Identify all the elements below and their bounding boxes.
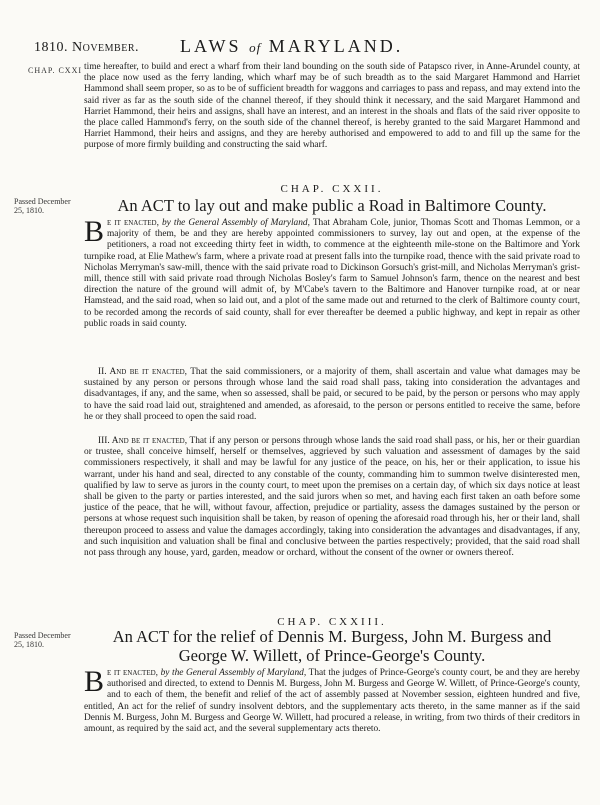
chap-122-section-1 (84, 215, 581, 330)
chap-122-section-2-number: II. And be it enacted, (98, 367, 187, 377)
chap-122-dropcap: B (84, 215, 105, 248)
header-title-state: MARYLAND. (268, 36, 404, 56)
chap-123-enacting-words: e it enacted, (107, 668, 159, 678)
header-title-of: of (249, 40, 262, 55)
chap-123-assembly-phrase: by the General Assembly of Maryland, (160, 668, 307, 678)
chap-122-section-2 (84, 367, 580, 423)
chap-122-act-title: An ACT to lay out and make public a Road in Baltimore County. (117, 196, 547, 215)
chap-121-margin-label: CHAP. CXXI (28, 66, 83, 75)
chap-123-passed-note: Passed December 25, 1810. (14, 631, 71, 649)
chap-122-enacting-words: e it enacted, (107, 218, 159, 228)
chap-122-section-3 (84, 436, 580, 559)
chap-122-passed-note: Passed December 25, 1810. (14, 197, 71, 215)
chap-123-dropcap: B (84, 665, 105, 698)
header-title-laws: LAWS (180, 36, 242, 56)
chap-122-section-3-text: That if any person or persons through whose lands the said road shall pass, or his, her or their guardian or trustee, shall conceive himself, herself or themselves, aggrieved by such valuation and assessment of damages by the said commissioners respectively, it shall and may be lawful for any justice of the peace, on his, her or their application, to issue his warrant, under his hand and seal, directed to any constable of the county, commanding him to summon twelve disinterested men, qualified by law to serve as jurors in the county court, to meet upon the premises on a certain day, of which six days notice at least shall be given to the party or parties interested, and the said jurors when so met, and having each first taken an oath before some justice of the peace, that he will, without favour, affection, prejudice or partiality, assess the damages sustained by the person or persons at whose request such inquisition shall be taken, by reason of opening the aforesaid road through his, her or their land, shall thereupon proceed to assess and value the damages accordingly, taking into consideration the advantages and disadvantages, if any, and such inquisition and valuation shall be final and conclusive between the parties respectively; provided, that the said road shall not pass through any house, yard, garden, meadow or orchard, without the consent of the owner or owners thereof. (84, 436, 580, 559)
chap-122-section-3-number: III. And be it enacted, (98, 436, 188, 446)
chap-123-title-line-1: An ACT for the relief of Dennis M. Burgess, John M. Burgess and (112, 627, 552, 646)
chap-122-assembly-phrase: by the General Assembly of Maryland, (161, 218, 310, 228)
chap-122-heading: CHAP. CXXII. (280, 183, 384, 195)
running-header (0, 36, 600, 58)
chap-123-act-title (84, 627, 580, 665)
chap-123-heading: CHAP. CXXIII. (277, 616, 387, 628)
chap-123-title-line-2: George W. Willett, of Prince-George's County. (178, 646, 486, 665)
chap-123-section-1-text: That the judges of Prince-George's county court, be and they are hereby authorised and directed, to extend to Dennis M. Burgess, John M. Burgess and George W. Willett, of Prince-George's county, and to each of them, the benefit and relief of the act of assembly passed at November session, eighteen hundred and five, entitled, An act for the relief of sundry insolvent debtors, and the supplementary acts thereto, in the same manner as if the said Dennis M. Burgess, John M. Burgess and George W. Willett, had procured a release, in writing, from two thirds of their creditors in amount, as required by the said act, and the several supplementary acts thereto. (84, 668, 580, 735)
header-title (180, 36, 403, 57)
chap-121-text: time hereafter, to build and erect a wharf from their land bounding on the south side of Patapsco river, in Anne-Arundel county, at the place now used as the ferry landing, which wharf may be of such breadth as to the said Margaret Hammond and Harriet Hammond shall seem proper, so as to be of sufficient breadth for waggons and carriages to pass and repass, and may extend into the said river as far as the south side of the channel thereof, if they should think it necessary, and the said Margaret Hammond and Harriet Hammond, their heirs and assigns, shall have an interest, and an interest in the shoals and flats of the said river opposite to the place called Hammond's ferry, on the south side of the channel thereof, is hereby granted to the said Margaret Hammond and Harriet Hammond, their heirs and assigns, and they are hereby authorised and empowered to add to and fill up the same for the purpose of more firmly building and constructing the said wharf. (84, 62, 580, 151)
chap-123-section-1 (84, 665, 580, 735)
chap-122-section-2-text: That the said commissioners, or a majority of them, shall ascertain and value what damages may be sustained by any person or persons through whose land the said road shall pass, taking into consideration the advantages and disadvantages, if any, and the same, when so assessed, shall be paid, or secured to be paid, by the person or persons who may apply to have the said road laid out, straightened and amended, as aforesaid, to the person or persons entitled to receive the same, before he or they shall proceed to open the said road. (84, 367, 580, 422)
header-year-month: 1810. November. (34, 40, 140, 55)
chap-122-section-1-text: That Abraham Cole, junior, Thomas Scott and Thomas Lemmon, or a majority of them, be and they are hereby appointed commissioners to survey, lay out and open, at the expense of the petitioners, a road not exceeding thirty feet in width, to commence at the eighteenth mile-stone on the Baltimore and York turnpike road, at Elie Mathew's farm, where a private road at present falls into the turnpike road, thence with the said private road to Nicholas Merryman's saw-mill, thence with the said private road to Dickinson Gorsuch's grist-mill, and Nicholas Merryman's grist-mill, thence still with said private road through Nicholas Bosley's farm to Samuel Johnson's farm, thence on the nearest and best direction the nature of the ground will admit of, by M'Cabe's tavern to the Baltimore and Hanover turnpike road, at or near Hamstead, and the said road, when so laid out, and a plot of the same made out and returned to the clerk of Baltimore county court, to be recorded among the records of said county, shall for ever thereafter be deemed a public highway, and kept in repair as other public roads in said county. (84, 218, 581, 329)
